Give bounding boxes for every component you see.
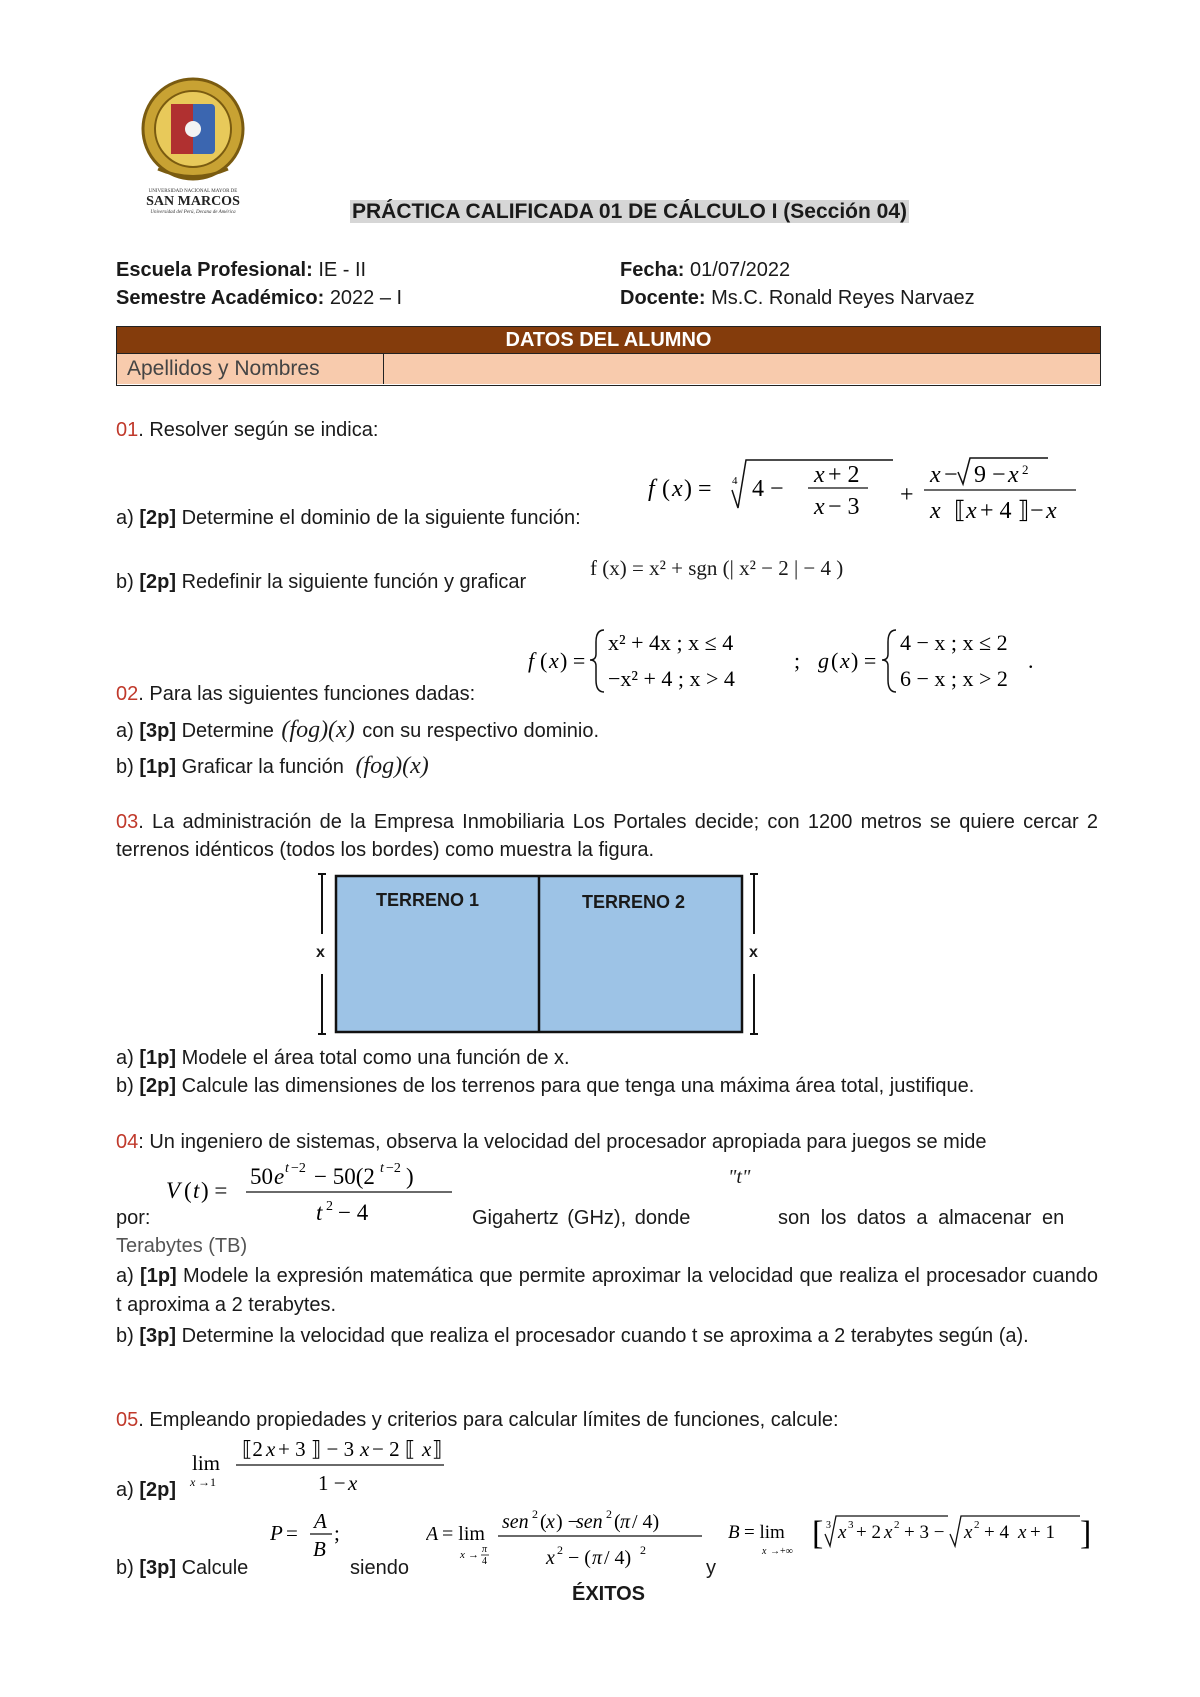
svg-text:A: A [426,1523,439,1545]
q3b: b) [2p] Calcule las dimensiones de los terrenos para que tenga una máxima área total, justifique. [116,1075,975,1097]
fecha-row [620,258,790,282]
q4a-points: [1p] [140,1265,177,1287]
q4a: a) [1p] Modele la expresión matemática que permite aproximar la velocidad que realiza el procesador cuando t aproxima a 2 terabytes. [116,1265,1098,1316]
q5b-a-formula [426,1504,706,1576]
svg-text:− 4: − 4 [338,1200,369,1225]
q2a-fog: (fog)(x) [281,717,355,743]
svg-text:2: 2 [557,1543,563,1557]
svg-text:) =: ) = [684,476,712,502]
svg-text:x: x [422,1437,432,1461]
svg-text:f: f [528,648,535,673]
q5-intro-text: . Empleando propiedades y criterios para calcular límites de funciones, calcule: [138,1409,839,1431]
svg-text:(: ( [614,1511,621,1533]
q2a-text2: con su respectivo dominio. [362,720,600,742]
svg-text:x: x [966,498,977,524]
svg-text:x: x [672,476,683,502]
q4-number: 04 [116,1131,139,1153]
docente-label: Docente: [620,287,706,309]
svg-text:→: → [468,1549,479,1561]
q4-formula [166,1160,466,1230]
svg-text:(: ( [540,1511,547,1533]
escuela-label: Escuela Profesional: [116,259,313,281]
svg-text:2: 2 [532,1507,538,1521]
svg-text:4: 4 [732,475,738,487]
q5b-text: Calcule [181,1557,249,1579]
svg-text:+ 1: + 1 [1030,1522,1055,1543]
q1b-text: Redefinir la siguiente función y graficar [181,571,527,593]
q4-tb: Terabytes (TB) [116,1235,248,1257]
side-x-right: x [749,944,758,961]
svg-text:x: x [549,648,559,673]
svg-text:50: 50 [250,1164,273,1189]
svg-text:1 −: 1 − [318,1471,346,1495]
svg-text:x: x [348,1471,358,1495]
q4b-points: [3p] [139,1325,177,1347]
q2-intro-text: . Para las siguientes funciones dadas: [138,683,476,705]
university-logo [138,74,248,224]
docente-row [620,286,975,310]
q4-text1: : Un ingeniero de sistemas, observa la velocidad del procesador apropiada para juegos se mide [138,1131,987,1153]
student-data-heading: DATOS DEL ALUMNO [117,327,1100,354]
svg-text:2: 2 [894,1519,900,1531]
q2-g-case2: 6 − x ; x > 2 [900,666,1008,691]
svg-text:π: π [620,1511,631,1533]
svg-text:x: x [762,1546,767,1557]
svg-text:+ 2: + 2 [856,1522,881,1543]
svg-text:e: e [274,1164,285,1189]
svg-text:x: x [930,462,941,488]
svg-text:): ) [406,1164,414,1189]
student-data-table [116,326,1101,386]
svg-text:− 50(2: − 50(2 [314,1164,375,1189]
page-title: PRÁCTICA CALIFICADA 01 DE CÁLCULO I (Sección 04) [352,200,907,223]
svg-text:=: = [286,1521,298,1545]
svg-text:x: x [964,1522,973,1543]
q3-number: 03 [116,811,139,833]
q5b-b-formula [728,1508,1098,1568]
q5b: b) [3p] Calcule [116,1557,249,1579]
svg-text:2: 2 [1022,462,1029,477]
svg-text:(: ( [540,648,548,673]
svg-text:) =: ) = [201,1178,228,1203]
q2-intro [116,682,475,706]
terrenos-figure [310,870,770,1038]
svg-text:sen: sen [502,1511,529,1533]
svg-text:+ 3 ⟧ − 3: + 3 ⟧ − 3 [278,1437,355,1461]
svg-text:−: − [1030,498,1044,524]
svg-text:x: x [1018,1522,1027,1543]
svg-text:4 −: 4 − [752,476,784,502]
svg-text:t: t [285,1161,289,1176]
svg-text:x: x [546,1547,555,1569]
svg-text:π: π [482,1544,488,1555]
q5b-points: [3p] [139,1557,177,1579]
svg-text:[: [ [812,1515,824,1552]
svg-text:B: B [728,1522,740,1543]
q2-number: 02 [116,683,139,705]
svg-text:→+∞: →+∞ [770,1546,793,1557]
q2-functions [528,622,1048,698]
svg-text:A: A [314,1509,327,1533]
svg-text:3: 3 [848,1519,854,1531]
svg-text:/ 4): / 4) [604,1547,632,1569]
q2-g-case1: 4 − x ; x ≤ 2 [900,630,1008,655]
svg-text:x: x [190,1475,196,1489]
docente-value: Ms.C. Ronald Reyes Narvaez [711,287,975,309]
svg-text:P: P [270,1521,283,1545]
q1b-formula: f (x) = x² + sgn (| x² − 2 | − 4 ) [590,556,844,580]
semestre-row [116,286,402,310]
q1-number: 01 [116,419,139,441]
q2a: a) [3p] Determine (fog)(x) con su respectivo dominio. [116,717,600,743]
terreno2-label: TERRENO 2 [582,892,686,912]
svg-text:.: . [1028,648,1034,673]
q2-f-case1: x² + 4x ; x ≤ 4 [608,630,734,655]
svg-text:= lim: = lim [442,1523,485,1545]
q2a-text1: Determine [181,720,274,742]
svg-text:) =: ) = [851,648,877,673]
svg-text:2: 2 [640,1543,646,1557]
svg-text:2: 2 [974,1519,980,1531]
q4b-text: Determine la velocidad que realiza el procesador cuando t se aproxima a 2 terabytes según (a). [181,1325,1029,1347]
svg-text:+: + [900,482,914,508]
svg-text:x: x [814,494,825,520]
svg-text:= lim: = lim [744,1522,785,1543]
q3a-text: Modele el área total como una función de x. [181,1047,570,1069]
q3a-points: [1p] [139,1047,177,1069]
svg-text:− 2 ⟦: − 2 ⟦ [372,1437,416,1461]
svg-text:⟦2: ⟦2 [242,1437,263,1461]
svg-text:x: x [460,1549,465,1561]
coat-of-arms-icon [138,74,248,184]
q5a: a) [2p] [116,1479,177,1501]
svg-text:+ 2: + 2 [828,462,860,488]
svg-text:2: 2 [606,1507,612,1521]
q5a-formula [186,1432,446,1496]
svg-text:t: t [193,1178,200,1203]
q4a-text: Modele la expresión matemática que permite aproximar la velocidad que realiza el procesador cuando t aproxima a 2 terabytes. [116,1265,1098,1316]
university-line1: UNIVERSIDAD NACIONAL MAYOR DE [148,189,238,194]
svg-text:B: B [313,1537,326,1561]
terreno1-label: TERRENO 1 [376,890,480,910]
q2b-points: [1p] [139,756,177,778]
q4b: b) [3p] Determine la velocidad que realiza el procesador cuando t se aproxima a 2 terabytes según (a). [116,1325,1029,1347]
q4-por: por: [116,1207,151,1229]
svg-text:→1: →1 [198,1475,216,1489]
fecha-label: Fecha: [620,259,685,281]
svg-text:+ 3 −: + 3 − [904,1522,945,1543]
svg-text:−2: −2 [291,1161,306,1176]
svg-text:t: t [380,1161,384,1176]
svg-text:⟦: ⟦ [954,498,966,524]
svg-text:x: x [884,1522,893,1543]
svg-text:−: − [944,462,958,488]
q5-number: 05 [116,1409,139,1431]
svg-text:]: ] [1080,1515,1092,1552]
q1a-formula [648,450,1078,530]
svg-text:t: t [316,1200,323,1225]
q2b-fog: (fog)(x) [355,753,429,779]
fecha-value: 01/07/2022 [690,259,791,281]
q1-intro-text: . Resolver según se indica: [138,419,379,441]
q4-ghz: Gigahertz (GHz), donde [472,1207,691,1229]
q5b-y: y [706,1557,716,1579]
svg-text:lim: lim [192,1451,221,1475]
svg-text:(: ( [184,1178,192,1203]
svg-text:+ 4: + 4 [984,1522,1009,1543]
q5-intro [116,1408,839,1432]
svg-text:3: 3 [826,1520,831,1531]
names-label: Apellidos y Nombres [117,354,384,384]
svg-text:−2: −2 [386,1161,401,1176]
svg-text:+ 4 ⟧: + 4 ⟧ [980,498,1030,524]
svg-text:x: x [814,462,825,488]
names-field[interactable] [384,354,1100,384]
svg-text:2: 2 [326,1199,333,1214]
svg-text:g: g [818,648,829,673]
q3a: a) [1p] Modele el área total como una función de x. [116,1047,570,1069]
semestre-value: 2022 – I [329,287,403,309]
svg-text:) =: ) = [560,648,586,673]
q4-line1 [116,1130,987,1154]
closing-text: ÉXITOS [572,1583,645,1605]
university-motto: Universidad del Perú, Decana de América [150,210,236,215]
svg-text:x: x [360,1437,370,1461]
svg-text:(: ( [831,648,839,673]
svg-text:9 −: 9 − [974,462,1006,488]
svg-text:x: x [546,1511,555,1533]
svg-text:f: f [648,476,655,502]
svg-text:x: x [1046,498,1057,524]
svg-text:x: x [840,648,850,673]
q1-intro [116,418,378,442]
svg-text:x: x [930,498,941,524]
svg-text:V: V [166,1178,181,1203]
side-x-left: x [316,944,325,961]
svg-text:x: x [838,1522,847,1543]
svg-text:x: x [266,1437,276,1461]
escuela-value: IE - II [318,259,367,281]
svg-text:;: ; [334,1521,340,1545]
svg-text:/ 4): / 4) [632,1511,660,1533]
q1b: b) [2p] Redefinir la siguiente función y graficar [116,571,527,593]
q2b-text: Graficar la función [181,756,344,778]
q4-datos: son los datos a almacenar en [778,1207,1065,1229]
q3-body: . La administración de la Empresa Inmobiliaria Los Portales decide; con 1200 metros se quiere cercar 2 terrenos idénticos (todos los bordes) como muestra la figura. [116,811,1098,861]
svg-text:⟧: ⟧ [432,1437,443,1461]
svg-text:;: ; [794,648,801,673]
q3-text [116,808,1098,864]
q1b-points: [2p] [139,571,177,593]
q1a-text: Determine el dominio de la siguiente función: [181,507,581,529]
q3b-points: [2p] [139,1075,177,1097]
svg-text:) −: ) − [556,1511,579,1533]
q2b: b) [1p] Graficar la función (fog)(x) [116,753,429,779]
q1a-points: [2p] [139,507,177,529]
q3b-text: Calcule las dimensiones de los terrenos para que tenga una máxima área total, justifique. [181,1075,975,1097]
escuela-row [116,258,366,282]
university-name: SAN MARCOS [146,194,240,209]
q5a-points: [2p] [139,1479,177,1501]
q5b-p-formula [270,1506,360,1566]
q2a-points: [3p] [139,720,177,742]
svg-text:x: x [1008,462,1019,488]
svg-text:sen: sen [576,1511,603,1533]
q1a: a) [2p] Determine el dominio de la siguiente función: [116,507,581,529]
svg-text:− 3: − 3 [828,494,860,520]
semestre-label: Semestre Académico: [116,287,325,309]
q2-f-case2: −x² + 4 ; x > 4 [608,666,735,691]
q4-t-symbol: "t" [728,1166,751,1188]
svg-text:π: π [592,1547,603,1569]
q5b-siendo: siendo [350,1557,409,1579]
svg-text:4: 4 [482,1556,487,1567]
svg-text:(: ( [662,476,670,502]
svg-text:− (: − ( [568,1547,591,1569]
